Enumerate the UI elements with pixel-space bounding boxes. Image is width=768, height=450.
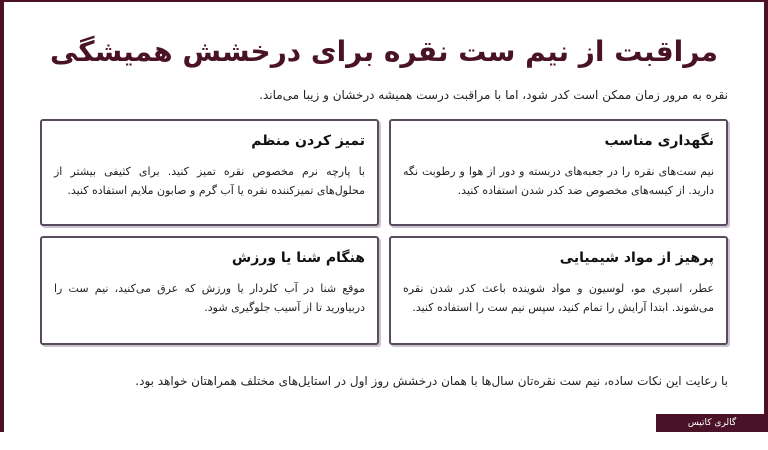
card-cleaning-title: تمیز کردن منظم [251, 133, 365, 149]
card-chemicals-title: پرهیز از مواد شیمیایی [559, 250, 714, 266]
intro-text: نقره به مرور زمان ممکن است کدر شود، اما با مراقبت درست همیشه درخشان و زیبا می‌ماند. [259, 88, 728, 102]
card-storage-text: نیم ست‌های نقره را در جعبه‌های دربسته و دور از هوا و رطوبت نگه دارید. از کیسه‌های مخصوص ضد کدر شدن استفاده کنید. [403, 165, 714, 197]
card-cleaning-text: با پارچه نرم مخصوص نقره تمیز کنید. برای کثیفی بیشتر از محلول‌های تمیزکننده نقره یا آب گرم و صابون ملایم استفاده کنید. [54, 165, 365, 197]
card-swimming-text: موقع شنا در آب کلردار یا ورزش که عرق می‌کنید، نیم ست را دربیاورید تا از آسیب جلوگیری شود. [54, 282, 365, 314]
card-cleaning [40, 119, 379, 226]
card-swimming [40, 236, 379, 345]
card-chemicals [389, 236, 728, 345]
site-badge[interactable]: گالری کاتیس katisgallery.com [656, 414, 768, 432]
card-storage [389, 119, 728, 226]
card-storage-title: نگهداری مناسب [604, 133, 714, 149]
card-swimming-title: هنگام شنا یا ورزش [231, 250, 365, 266]
card-chemicals-text: عطر، اسپری مو، لوسیون و مواد شوینده باعث کدر شدن نقره می‌شوند. ابتدا آرایش را تمام کنید، سپس نیم ست را استفاده کنید. [403, 282, 714, 314]
closing-text: با رعایت این نکات ساده، نیم ست نقره‌تان سال‌ها با همان درخشش روز اول در استایل‌های مختلف همراهتان خواهد بود. [135, 374, 728, 388]
page-title: مراقبت از نیم ست نقره برای درخشش همیشگی [49, 35, 719, 68]
